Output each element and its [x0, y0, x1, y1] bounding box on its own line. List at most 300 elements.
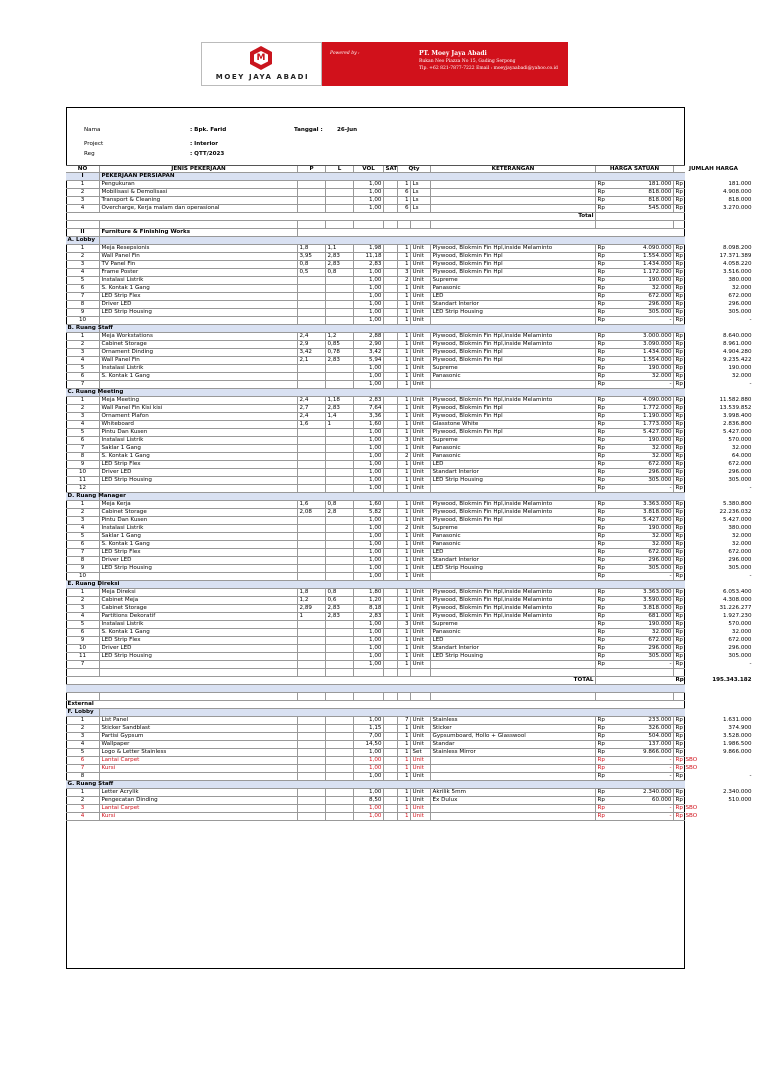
l-cell — [326, 477, 354, 485]
jumlah-cell: 296.000 — [728, 301, 752, 307]
rp-cell: Rp — [675, 517, 683, 523]
section-row — [66, 581, 685, 589]
l-cell — [326, 749, 354, 757]
jumlah-cell: 1.927.230 — [723, 613, 752, 619]
keterangan-cell: Panasonic — [431, 533, 596, 541]
vol-cell: 3,36 — [354, 413, 384, 421]
no-cell: 5 — [66, 365, 100, 373]
jumlah-cell: SBO — [685, 813, 698, 819]
no-cell: 7 — [66, 381, 100, 389]
rp-cell: Rp — [597, 181, 605, 187]
sat-cell — [384, 565, 398, 573]
table-row — [66, 445, 752, 453]
qty-cell: 1 — [398, 749, 411, 757]
section-label: G. Ruang Staff — [67, 781, 114, 787]
rp-cell: Rp — [675, 197, 683, 203]
col-jumlah-header: JUMLAH HARGA — [689, 166, 738, 172]
no-cell — [66, 669, 100, 677]
vol-cell: 1,00 — [354, 309, 384, 317]
vol-cell: 2,88 — [354, 333, 384, 341]
jenis-cell: Lantai Carpet — [100, 805, 298, 813]
l-cell — [326, 725, 354, 733]
no-cell: 10 — [66, 573, 100, 581]
jenis-cell: Sticker Sandblast — [100, 725, 298, 733]
l-cell — [326, 453, 354, 461]
table-row — [66, 613, 752, 621]
section-label: PEKERJAAN PERSIAPAN — [101, 173, 175, 179]
qty-cell: 1 — [398, 245, 411, 253]
p-cell: 1,8 — [298, 589, 326, 597]
keterangan-cell: Gypsumboard, Hollo + Glasswool — [431, 733, 596, 741]
tanggal-value: 26-Jun — [337, 127, 358, 133]
p-cell — [298, 645, 326, 653]
sat-cell — [384, 485, 398, 493]
unit-cell: Unit — [411, 557, 431, 565]
rp-cell: Rp — [675, 357, 683, 363]
no-cell: 8 — [66, 773, 100, 781]
jenis-cell: Lantai Carpet — [100, 757, 298, 765]
section-label: D. Ruang Manager — [67, 493, 126, 499]
p-cell — [298, 453, 326, 461]
qty-cell: 1 — [398, 293, 411, 301]
rp-cell: Rp — [597, 277, 605, 283]
rp-cell — [674, 693, 684, 701]
rp-cell: Rp — [675, 373, 683, 379]
l-cell — [326, 797, 354, 805]
keterangan-cell — [431, 205, 596, 213]
jenis-cell: Driver LED — [100, 645, 298, 653]
sat-cell — [384, 421, 398, 429]
sat-cell — [384, 413, 398, 421]
unit-cell: Unit — [411, 565, 431, 573]
unit-cell: Unit — [411, 301, 431, 309]
sat-cell — [384, 293, 398, 301]
unit-cell: Unit — [411, 413, 431, 421]
l-cell — [326, 805, 354, 813]
vol-cell: 1,00 — [354, 549, 384, 557]
vol-cell: 1,00 — [354, 717, 384, 725]
jenis-cell: Logo & Letter Stainless — [100, 749, 298, 757]
harga-cell: 3.818.000 — [606, 509, 674, 517]
unit-cell: Unit — [411, 637, 431, 645]
l-cell: 0,8 — [326, 501, 354, 509]
no-cell: 4 — [66, 525, 100, 533]
l-cell — [326, 757, 354, 765]
rp-cell: Rp — [675, 405, 683, 411]
keterangan-cell: LED — [431, 293, 596, 301]
p-cell — [298, 565, 326, 573]
sat-cell — [384, 789, 398, 797]
vol-cell: 1,15 — [354, 725, 384, 733]
l-cell: 1,4 — [326, 413, 354, 421]
rp-cell — [596, 221, 606, 229]
l-cell — [326, 285, 354, 293]
rp-cell: Rp — [597, 605, 605, 611]
unit-cell: Unit — [411, 733, 431, 741]
qty-cell: 1 — [398, 613, 411, 621]
rp-cell: Rp — [597, 309, 605, 315]
l-cell — [326, 813, 354, 821]
keterangan-cell: Ex Dulux — [431, 797, 596, 805]
rp-cell — [674, 221, 684, 229]
qty-cell: 1 — [398, 181, 411, 189]
rp-cell: Rp — [597, 485, 605, 491]
rp-cell: Rp — [675, 661, 683, 667]
vol-cell: 1,00 — [354, 789, 384, 797]
harga-cell: 5.427.000 — [606, 429, 674, 437]
table-row — [66, 741, 752, 749]
jenis-cell: Pengecatan Dinding — [100, 797, 298, 805]
qty-cell: 1 — [398, 365, 411, 373]
l-cell: 0,85 — [326, 341, 354, 349]
rp-cell: Rp — [597, 421, 605, 427]
table-row — [66, 645, 752, 653]
sat-cell — [384, 301, 398, 309]
vol-cell: 1,00 — [354, 381, 384, 389]
section-label: C. Ruang Meeting — [67, 389, 124, 395]
harga-cell: 3.363.000 — [606, 589, 674, 597]
rp-cell: Rp — [675, 797, 683, 803]
qty-cell: 1 — [398, 541, 411, 549]
rp-cell: Rp — [675, 421, 683, 427]
jenis-cell: Instalasi Listrik — [100, 365, 298, 373]
no-cell: 10 — [66, 469, 100, 477]
table-row — [66, 789, 752, 797]
sat-cell — [384, 669, 398, 677]
separator-row — [66, 685, 685, 693]
section-row — [66, 709, 685, 717]
table-row — [66, 469, 752, 477]
qty-cell: 1 — [398, 573, 411, 581]
vol-cell: 1,00 — [354, 317, 384, 325]
vol-cell: 2,83 — [354, 613, 384, 621]
vol-cell: 1,00 — [354, 621, 384, 629]
keterangan-cell: Plywood, Blokmin Fin Hpl,inside Melaminto — [431, 397, 596, 405]
harga-cell: - — [606, 661, 674, 669]
unit-cell: Unit — [411, 477, 431, 485]
unit-cell: Unit — [411, 341, 431, 349]
harga-cell: 305.000 — [606, 653, 674, 661]
harga-cell: 296.000 — [606, 469, 674, 477]
rp-cell: Rp — [597, 645, 605, 651]
sat-cell — [384, 621, 398, 629]
sat-cell — [384, 309, 398, 317]
vol-cell: 1,00 — [354, 301, 384, 309]
l-cell — [326, 205, 354, 213]
no-cell: 7 — [66, 549, 100, 557]
sat-cell — [384, 693, 398, 701]
rp-cell: Rp — [597, 413, 605, 419]
p-cell — [298, 693, 326, 701]
rp-cell: Rp — [597, 773, 605, 779]
no-cell: 9 — [66, 637, 100, 645]
keterangan-cell: Panasonic — [431, 285, 596, 293]
jenis-cell: Instalasi Listrik — [100, 277, 298, 285]
harga-cell: 545.000 — [606, 205, 674, 213]
group-title-row — [66, 229, 685, 237]
sat-cell — [384, 717, 398, 725]
jumlah-cell: 31.226.277 — [719, 605, 752, 611]
p-cell: 3,42 — [298, 349, 326, 357]
rp-cell: Rp — [597, 749, 605, 755]
quotation-table — [66, 165, 752, 821]
jenis-cell: Pintu Dan Kusen — [100, 517, 298, 525]
unit-cell: Unit — [411, 429, 431, 437]
rp-cell: Rp — [597, 533, 605, 539]
unit-cell: Unit — [411, 277, 431, 285]
p-cell — [298, 301, 326, 309]
unit-cell: Unit — [411, 789, 431, 797]
no-cell: 2 — [66, 189, 100, 197]
no-cell: 6 — [66, 757, 100, 765]
sat-cell — [384, 589, 398, 597]
harga-cell: 1.772.000 — [606, 405, 674, 413]
table-row — [66, 629, 752, 637]
jenis-cell: Meja Meeting — [100, 397, 298, 405]
unit-cell: Ls — [411, 181, 431, 189]
no-cell: 1 — [66, 333, 100, 341]
keterangan-cell: Akrilik 5mm — [431, 789, 596, 797]
table-row — [66, 573, 752, 581]
rp-cell — [674, 669, 684, 677]
rp-cell: Rp — [597, 357, 605, 363]
l-cell — [326, 429, 354, 437]
tanggal-label: Tanggal : — [294, 127, 323, 133]
qty-cell: 1 — [398, 789, 411, 797]
p-cell: 3,95 — [298, 253, 326, 261]
group-title: External — [67, 701, 94, 707]
qty-cell: 1 — [398, 469, 411, 477]
company-address: Rukan Neo Piazza No 15, Gading Serpong — [419, 59, 516, 64]
keterangan-cell — [431, 765, 596, 773]
p-cell: 1,6 — [298, 421, 326, 429]
rp-cell: Rp — [597, 661, 605, 667]
harga-cell: 190.000 — [606, 437, 674, 445]
sat-cell — [384, 637, 398, 645]
no-cell: 4 — [66, 205, 100, 213]
jenis-cell: Kursi — [100, 813, 298, 821]
no-cell: 2 — [66, 597, 100, 605]
p-cell — [298, 477, 326, 485]
keterangan-cell: Standart Interior — [431, 469, 596, 477]
rp-cell: Rp — [675, 397, 683, 403]
rp-cell: Rp — [675, 613, 683, 619]
sat-cell — [384, 277, 398, 285]
table-row — [66, 517, 752, 525]
keterangan-cell: Plywood, Blokmin Fin Hpl — [431, 517, 596, 525]
jumlah-cell: 64.000 — [731, 453, 752, 459]
table-row — [66, 333, 752, 341]
jumlah-cell: SBO — [685, 757, 698, 763]
no-cell: 4 — [66, 813, 100, 821]
keterangan-cell: Supreme — [431, 277, 596, 285]
table-row — [66, 725, 752, 733]
no-cell: 1 — [66, 789, 100, 797]
rp-cell: Rp — [675, 565, 683, 571]
qty-cell: 1 — [398, 773, 411, 781]
unit-cell: Unit — [411, 245, 431, 253]
harga-cell: 32.000 — [606, 453, 674, 461]
jenis-cell: Cabinet Storage — [100, 341, 298, 349]
vol-cell: 1,00 — [354, 805, 384, 813]
p-cell: 2,89 — [298, 605, 326, 613]
col-no-header: NO — [66, 166, 100, 174]
l-cell — [326, 277, 354, 285]
unit-cell: Unit — [411, 261, 431, 269]
table-row — [66, 437, 752, 445]
sat-cell — [384, 517, 398, 525]
unit-cell — [411, 669, 431, 677]
unit-cell: Unit — [411, 357, 431, 365]
table-row — [66, 501, 752, 509]
sat-cell — [384, 573, 398, 581]
table-row — [66, 797, 752, 805]
jenis-cell: S. Kontak 1 Gang — [100, 629, 298, 637]
table-row — [66, 341, 752, 349]
keterangan-cell: Panasonic — [431, 629, 596, 637]
rp-cell: Rp — [675, 301, 683, 307]
jumlah-cell: 305.000 — [728, 653, 752, 659]
l-cell: 2,83 — [326, 357, 354, 365]
l-cell — [326, 557, 354, 565]
p-cell — [298, 813, 326, 821]
rp-cell: Rp — [675, 605, 683, 611]
keterangan-cell: Supreme — [431, 365, 596, 373]
no-cell: 2 — [66, 405, 100, 413]
l-cell — [326, 789, 354, 797]
col-keterangan-header: KETERANGAN — [431, 166, 596, 174]
rp-cell: Rp — [675, 413, 683, 419]
jumlah-cell: 22.236.032 — [719, 509, 752, 515]
section-label: E. Ruang Direksi — [67, 581, 120, 587]
sat-cell — [384, 197, 398, 205]
no-cell: 5 — [66, 749, 100, 757]
no-cell: 10 — [66, 645, 100, 653]
unit-cell: Unit — [411, 293, 431, 301]
jumlah-cell: 570.000 — [728, 437, 752, 443]
group-title-row — [66, 701, 685, 709]
jenis-cell: S. Kontak 1 Gang — [100, 373, 298, 381]
logo-wordmark: MOEY JAYA ABADI — [215, 73, 310, 81]
vol-cell: 1,00 — [354, 485, 384, 493]
p-cell — [298, 541, 326, 549]
harga-cell: 181.000 — [606, 181, 674, 189]
rp-cell: Rp — [675, 261, 683, 267]
sat-cell — [384, 813, 398, 821]
jumlah-cell: 2.340.000 — [723, 789, 752, 795]
l-cell — [326, 189, 354, 197]
harga-cell: 32.000 — [606, 533, 674, 541]
rp-cell: Rp — [675, 469, 683, 475]
unit-cell: Unit — [411, 317, 431, 325]
unit-cell: Unit — [411, 501, 431, 509]
blank-row — [66, 693, 685, 701]
harga-cell: 1.434.000 — [606, 349, 674, 357]
sat-cell — [384, 629, 398, 637]
rp-cell: Rp — [597, 653, 605, 659]
rp-cell: Rp — [597, 733, 605, 739]
no-cell: 10 — [66, 317, 100, 325]
jumlah-cell: - — [749, 485, 752, 491]
rp-cell: Rp — [675, 349, 683, 355]
keterangan-cell — [431, 573, 596, 581]
qty-cell: 1 — [398, 421, 411, 429]
company-name: PT. Moey Jaya Abadi — [419, 50, 487, 57]
vol-cell: 7,00 — [354, 733, 384, 741]
rp-cell: Rp — [675, 789, 683, 795]
no-cell: 9 — [66, 461, 100, 469]
no-cell: 7 — [66, 765, 100, 773]
vol-cell — [354, 693, 384, 701]
jumlah-cell: 3.516.000 — [723, 269, 752, 275]
jenis-cell: Kursi — [100, 765, 298, 773]
rp-cell: Rp — [597, 557, 605, 563]
l-cell — [326, 365, 354, 373]
sat-cell — [384, 525, 398, 533]
table-row — [66, 525, 752, 533]
table-row — [66, 653, 752, 661]
rp-cell: Rp — [597, 589, 605, 595]
keterangan-cell: Standart Interior — [431, 301, 596, 309]
jenis-cell: LED Strip Housing — [100, 565, 298, 573]
col-l-header: L — [326, 166, 354, 174]
keterangan-cell: Plywood, Blokmin Fin Hpl — [431, 405, 596, 413]
rp-cell: Rp — [675, 365, 683, 371]
no-cell: 3 — [66, 197, 100, 205]
p-cell: 2,08 — [298, 509, 326, 517]
rp-cell: Rp — [597, 461, 605, 467]
qty-cell: 1 — [398, 341, 411, 349]
l-cell — [326, 469, 354, 477]
p-cell — [298, 181, 326, 189]
qty-cell: 6 — [398, 189, 411, 197]
harga-cell: 60.000 — [606, 797, 674, 805]
rp-cell: Rp — [675, 277, 683, 283]
no-cell: 2 — [66, 253, 100, 261]
unit-cell: Unit — [411, 757, 431, 765]
harga-cell: 1.434.000 — [606, 261, 674, 269]
keterangan-cell: Plywood, Blokmin Fin Hpl,inside Melaminto — [431, 597, 596, 605]
unit-cell — [411, 693, 431, 701]
sat-cell — [384, 405, 398, 413]
no-cell: 1 — [66, 245, 100, 253]
vol-cell: 1,00 — [354, 477, 384, 485]
sat-cell — [384, 757, 398, 765]
vol-cell: 2,83 — [354, 261, 384, 269]
sat-cell — [384, 317, 398, 325]
keterangan-cell: LED Strip Housing — [431, 309, 596, 317]
unit-cell: Unit — [411, 813, 431, 821]
harga-cell — [606, 221, 674, 229]
rp-cell: Rp — [675, 525, 683, 531]
table-row — [66, 773, 752, 781]
rp-cell: Rp — [597, 437, 605, 443]
sat-cell — [384, 373, 398, 381]
sat-cell — [384, 437, 398, 445]
keterangan-cell: Plywood, Blokmin Fin Hpl — [431, 429, 596, 437]
rp-cell: Rp — [675, 181, 683, 187]
section-row — [66, 237, 685, 245]
rp-cell: Rp — [597, 717, 605, 723]
rp-cell: Rp — [675, 445, 683, 451]
p-cell — [298, 285, 326, 293]
p-cell — [298, 557, 326, 565]
no-cell: 3 — [66, 605, 100, 613]
unit-cell: Unit — [411, 797, 431, 805]
keterangan-cell: Plywood, Blokmin Fin Hpl,inside Melaminto — [431, 605, 596, 613]
company-logo — [201, 42, 322, 86]
qty-cell: 1 — [398, 565, 411, 573]
